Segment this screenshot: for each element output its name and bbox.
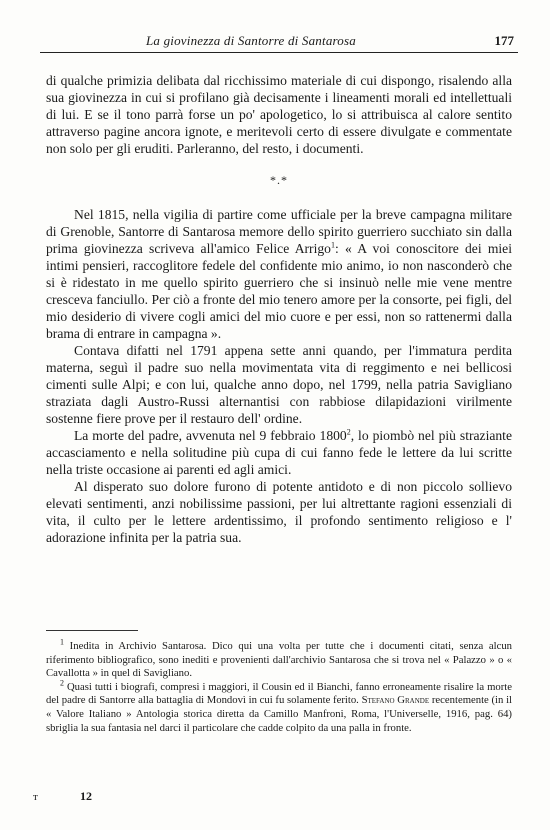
paragraph-4-text-b: , lo piombò nel più straziante accasciamento e nella solitudine più cupa di cui fanno fede le lettere da lui scritte nella triste occasione ai parenti ed agli amici.	[46, 428, 512, 477]
footnote-rule	[46, 630, 138, 631]
footnote-1	[46, 637, 513, 681]
footnote-2	[46, 678, 513, 735]
section-separator: *.*	[270, 173, 288, 187]
paragraph-4-text-a: La morte del padre, avvenuta nel 9 febbraio 1800	[74, 428, 347, 443]
paragraph-1: di qualche primizia delibata dal ricchissimo materiale di cui dispongo, risalendo alla sua giovinezza in cui si profilano già decisamente i lineamenti morali ed intellettuali di lui. E se il tono parrà forse un po' apologetico, lo si attribuisca al calore sentito attraverso pagine ancora ignote, e meritevoli certo di essere divulgate e commentate non solo per gli eruditi. Parleranno, del resto, i documenti.	[46, 73, 512, 156]
signature-number: 12	[80, 789, 92, 803]
running-header	[40, 33, 518, 51]
paragraph-2-text-b: : « A voi conoscitore dei miei intimi pensieri, raccoglitore fedele del confidente mio animo, io non nasconderò che si è ridestato in me quello spirito guerriero che si insinuò nelle mie vene mentre cresceva fanciullo. Per ciò a fronte del mio tenero amore per la consorte, pei figli, del mio desiderio di vivere cogli amici del mio cuore e per essi, non so rattenermi dalla brama di entrare in campagna ».	[46, 241, 512, 341]
header-rule	[40, 52, 518, 53]
footnote-2-text-b: recentemente (in il « Valore Italiano » Antologia storica diretta da Camillo Manfroni, Roma, l'Universelle, 1916, pag. 64) sbriglia la sua fantasia nel darci il particolare che cadde colpito da una palla in fronte.	[46, 694, 513, 734]
paragraph-3: Contava difatti nel 1791 appena sette anni quando, per l'immatura perdita materna, seguì il padre suo nella movimentata vita di reggimento e nei bellicosi cimenti sulle Alpi; e con lui, qualche anno dopo, nel 1799, nella patria Savigliano straziata dagli Austro-Russi alternantisi con rabbiose dilapidazioni virilmente sostenne fiere prove per il restauro dell' ordine.	[46, 343, 512, 426]
paragraph-2-text-a: Nel 1815, nella vigilia di partire come ufficiale per la breve campagna militare di Grenoble, Santorre di Santarosa memore dello spirito guerriero succhiato sin dalla prima giovinezza scriveva all'amico Felice Arrigo	[46, 207, 512, 256]
running-title: La giovinezza di Santorre di Santarosa	[146, 33, 356, 48]
footnote-2-text-a: Quasi tutti i biografi, compresi i maggiori, il Cousin ed il Bianchi, fanno erroneamente risalire la morte del padre di Santorre alla battaglia di Mondovì in cui fu solamente ferito.	[46, 680, 513, 707]
footnote-2-author: Stefano Grande	[361, 694, 430, 707]
paragraph-2	[46, 206, 512, 342]
paragraph-4	[46, 427, 512, 478]
footnote-ref-2[interactable]: 2	[346, 427, 351, 437]
footnote-2-mark: 2	[60, 678, 64, 688]
footnote-ref-1[interactable]: 1	[330, 240, 335, 250]
page-number: 177	[494, 33, 514, 48]
footnote-1-text: Inedita in Archivio Santarosa. Dico qui una volta per tutte che i documenti citati, senza alcun riferimento bibliografico, sono inediti e provenienti dall'archivio Santarosa che si trova nel « Palazzo » o « Cavallotta » in quel di Savigliano.	[46, 640, 513, 680]
main-text	[46, 72, 512, 546]
signature-mark: ᴛ	[33, 791, 38, 803]
footnote-1-mark: 1	[60, 637, 64, 647]
footnotes	[46, 637, 513, 735]
paragraph-5: Al disperato suo dolore furono di potente antidoto e di non piccolo sollievo elevati sentimenti, anzi nobilissime passioni, per lui altrettante ragioni essenziali di vita, il culto per le lettere ardentissimo, il profondo sentimento religioso e l' adorazione infinita per la patria sua.	[46, 479, 512, 545]
